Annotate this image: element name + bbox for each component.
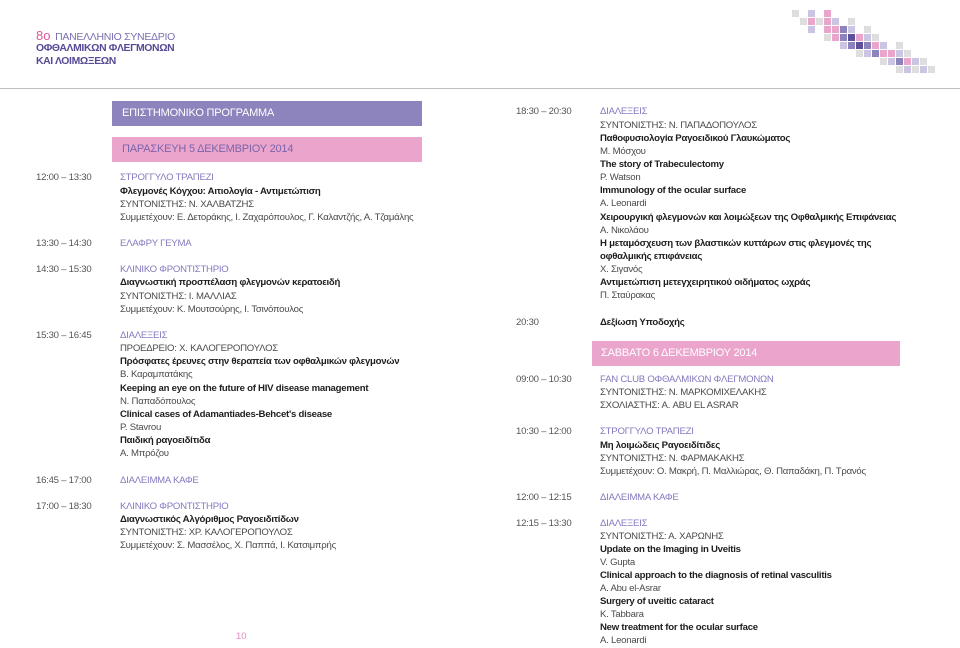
- pattern-square: [864, 34, 871, 41]
- session-time: 18:30 – 20:30: [516, 106, 572, 118]
- session-lines: [120, 329, 506, 460]
- congress-title-block: [36, 27, 175, 69]
- session-lines: [600, 425, 946, 477]
- session-type: ΔΙΑΛΕΞΕΙΣ: [600, 106, 648, 118]
- session-chair: ΣΥΝΤΟΝΙΣΤΗΣ: Ν. ΦΑΡΜΑΚΑΚΗΣ: [600, 452, 745, 464]
- pattern-square: [800, 18, 807, 25]
- session-lines: [120, 171, 506, 224]
- session-lines: [120, 474, 506, 487]
- talk-speaker: Ν. Παπαδόπουλος: [120, 395, 196, 407]
- pattern-square: [864, 50, 871, 57]
- session: [36, 237, 506, 250]
- session-type: ΚΛΙΝΙΚΟ ΦΡΟΝΤΙΣΤΗΡΙΟ: [120, 264, 229, 276]
- schedule-column-right-saturday: [516, 373, 946, 647]
- session-lines: [600, 491, 946, 504]
- session-type: ΕΛΑΦΡΥ ΓΕΥΜΑ: [120, 238, 192, 250]
- pattern-square: [824, 26, 831, 33]
- session: [36, 500, 506, 553]
- session-time: 12:15 – 13:30: [516, 517, 572, 529]
- pattern-square: [832, 26, 839, 33]
- pattern-square: [896, 42, 903, 49]
- session-participants: Συμμετέχουν: Σ. Μασσέλος, Χ. Παππά, Ι. Κατσιμπρής: [120, 540, 336, 552]
- pattern-square: [920, 58, 927, 65]
- pattern-square: [920, 66, 927, 73]
- talk-title: Clinical cases of Adamantiades-Behcet's disease: [120, 408, 332, 420]
- pattern-square: [896, 50, 903, 57]
- talk-title: Παιδική ραγοειδίτιδα: [120, 435, 211, 447]
- talk-title: Διαγνωστικός Αλγόριθμος Ραγοειδιτίδων: [120, 513, 299, 525]
- session-type: ΔΙΑΛΕΙΜΜΑ ΚΑΦΕ: [600, 491, 679, 503]
- pattern-square: [840, 42, 847, 49]
- talk-speaker: Μ. Μόσχου: [600, 145, 646, 157]
- pattern-square: [880, 58, 887, 65]
- pattern-square: [848, 18, 855, 25]
- session-lines: [600, 373, 946, 412]
- session: [516, 491, 946, 504]
- talk-title: Η μεταμόσχευση των βλαστικών κυττάρων στις φλεγμονές της οφθαλμικής επιφάνειας: [600, 237, 872, 262]
- pattern-square: [888, 50, 895, 57]
- session-lines: [120, 500, 506, 553]
- session-chair: ΣΥΝΤΟΝΙΣΤΗΣ: Ι. ΜΑΛΛΙΑΣ: [120, 290, 237, 302]
- pattern-square: [872, 34, 879, 41]
- talk-speaker: Β. Καραμπατάκης: [120, 369, 193, 381]
- schedule-column-right-friday: [516, 105, 946, 328]
- session-lines: [120, 263, 506, 316]
- congress-edition: 8ο: [36, 27, 51, 43]
- session-type: ΣΤΡΟΓΓΥΛΟ ΤΡΑΠΕΖΙ: [120, 172, 214, 184]
- session: [516, 105, 946, 302]
- pattern-square: [880, 42, 887, 49]
- session: [516, 373, 946, 412]
- session-lines: [600, 105, 946, 302]
- pattern-square: [824, 18, 831, 25]
- session-time: 16:45 – 17:00: [36, 474, 92, 486]
- talk-speaker: A. Abu el-Asrar: [600, 583, 661, 595]
- talk-title: Immunology of the ocular surface: [600, 185, 747, 197]
- session-time: 14:30 – 15:30: [36, 264, 92, 276]
- talk-speaker: Α. Νικολάου: [600, 224, 649, 236]
- pattern-square: [904, 50, 911, 57]
- session-time: 09:00 – 10:30: [516, 374, 572, 386]
- talk-title: Clinical approach to the diagnosis of retinal vasculitis: [600, 570, 832, 581]
- talk-title: Πρόσφατες έρευνες στην θεραπεία των οφθαλμικών φλεγμονών: [120, 356, 400, 368]
- pattern-square: [888, 58, 895, 65]
- talk-title: Παθοφυσιολογία Ραγοειδικού Γλαυκώματος: [600, 132, 791, 144]
- pattern-square: [872, 42, 879, 49]
- congress-edition-line: [36, 27, 175, 44]
- pattern-square: [840, 34, 847, 41]
- talk-speaker: Χ. Σιγανός: [600, 264, 643, 276]
- talk-title: Χειρουργική φλεγμονών και λοιμώξεων της Οφθαλμικής Επιφάνειας: [600, 211, 897, 223]
- talk-speaker: K. Tabbara: [600, 609, 644, 621]
- pattern-square: [808, 18, 815, 25]
- pattern-square: [832, 18, 839, 25]
- pattern-square: [928, 66, 935, 73]
- header-divider: [0, 88, 960, 89]
- session-time: 15:30 – 16:45: [36, 330, 92, 342]
- pattern-square: [792, 10, 799, 17]
- decorative-pixel-pattern: [792, 10, 936, 74]
- talk-speaker: Α. Μπρόζου: [120, 448, 169, 460]
- pattern-square: [896, 66, 903, 73]
- program-heading-bar: ΕΠΙΣΤΗΜΟΝΙΚΟ ΠΡΟΓΡΑΜΜΑ: [112, 101, 422, 126]
- talk-speaker: V. Gupta: [600, 556, 635, 568]
- talk-title: Μη λοιμώδεις Ραγοειδίτιδες: [600, 439, 720, 451]
- pattern-square: [864, 26, 871, 33]
- session-chair: ΠΡΟΕΔΡΕΙΟ: Χ. ΚΑΛΟΓΕΡΟΠΟΥΛΟΣ: [120, 343, 278, 355]
- session-time: 10:30 – 12:00: [516, 426, 572, 438]
- session-chair: ΣΥΝΤΟΝΙΣΤΗΣ: Ν. ΠΑΠΑΔΟΠΟΥΛΟΣ: [600, 119, 757, 131]
- day-bar-saturday: ΣΑΒΒΑΤΟ 6 ΔΕΚΕΜΒΡΙΟΥ 2014: [592, 341, 900, 366]
- pattern-square: [912, 66, 919, 73]
- session-type: ΔΙΑΛΕΞΕΙΣ: [120, 330, 168, 342]
- pattern-square: [824, 10, 831, 17]
- talk-title: Διαγνωστική προσπέλαση φλεγμονών κερατοειδή: [120, 277, 341, 289]
- session: [516, 517, 946, 647]
- talk-title: Update on the Imaging in Uveitis: [600, 543, 741, 555]
- pattern-square: [912, 58, 919, 65]
- pattern-square: [856, 50, 863, 57]
- pattern-square: [808, 10, 815, 17]
- session-type: ΚΛΙΝΙΚΟ ΦΡΟΝΤΙΣΤΗΡΙΟ: [120, 500, 229, 512]
- congress-subject-line-2: ΚΑΙ ΛΟΙΜΩΞΕΩΝ: [36, 55, 116, 67]
- session-lines: [600, 316, 946, 329]
- talk-speaker: P. Stavrou: [120, 422, 162, 434]
- pattern-square: [864, 42, 871, 49]
- pattern-square: [880, 50, 887, 57]
- session-chair: ΣΥΝΤΟΝΙΣΤΗΣ: Ν. ΧΑΛΒΑΤΖΗΣ: [120, 198, 254, 210]
- session-type: ΔΙΑΛΕΙΜΜΑ ΚΑΦΕ: [120, 474, 199, 486]
- session-time: 17:00 – 18:30: [36, 500, 92, 512]
- pattern-square: [872, 50, 879, 57]
- session-type: FAN CLUB ΟΦΘΑΛΜΙΚΩΝ ΦΛΕΓΜΟΝΩΝ: [600, 374, 774, 386]
- pattern-square: [848, 34, 855, 41]
- pattern-square: [848, 26, 855, 33]
- talk-title: Surgery of uveitic cataract: [600, 596, 714, 608]
- session: [36, 171, 506, 224]
- session-chair: ΣΥΝΤΟΝΙΣΤΗΣ: ΧΡ. ΚΑΛΟΓΕΡΟΠΟΥΛΟΣ: [120, 527, 293, 539]
- talk-title: Keeping an eye on the future of HIV disease management: [120, 382, 369, 394]
- talk-speaker: A. Leonardi: [600, 198, 647, 210]
- pattern-square: [904, 58, 911, 65]
- session-type: ΣΤΡΟΓΓΥΛΟ ΤΡΑΠΕΖΙ: [600, 426, 694, 438]
- session: [516, 316, 946, 329]
- session-lines: [120, 237, 506, 250]
- session-type: ΔΙΑΛΕΞΕΙΣ: [600, 517, 648, 529]
- congress-subject-line-1: ΟΦΘΑΛΜΙΚΩΝ ΦΛΕΓΜΟΝΩΝ: [36, 43, 175, 54]
- pattern-square: [808, 26, 815, 33]
- day-bar-friday: ΠΑΡΑΣΚΕΥΗ 5 ΔΕΚΕΜΒΡΙΟΥ 2014: [112, 137, 422, 162]
- session: [36, 474, 506, 487]
- talk-speaker: Π. Σταύρακας: [600, 290, 656, 302]
- session-chair: ΣΥΝΤΟΝΙΣΤΗΣ: Ν. ΜΑΡΚΟΜΙΧΕΛΑΚΗΣ: [600, 387, 767, 399]
- session-participants: Συμμετέχουν: Κ. Μουτσούρης, Ι. Τσινόπουλος: [120, 303, 304, 315]
- talk-title: The story of Trabeculectomy: [600, 158, 724, 170]
- pattern-square: [832, 34, 839, 41]
- talk-title: New treatment for the ocular surface: [600, 622, 758, 634]
- session-time: 12:00 – 13:30: [36, 172, 92, 184]
- session-chair: ΣΧΟΛΙΑΣΤΗΣ: Α. ABU EL ASRAR: [600, 400, 739, 412]
- pattern-square: [896, 58, 903, 65]
- pattern-square: [856, 34, 863, 41]
- session: [516, 425, 946, 477]
- session-time: 12:00 – 12:15: [516, 491, 572, 503]
- session-lines: [600, 517, 946, 647]
- session-time: 13:30 – 14:30: [36, 238, 92, 250]
- talk-title: Αντιμετώπιση μετεγχειρητικού οιδήματος ωχράς: [600, 277, 811, 289]
- talk-speaker: P. Watson: [600, 172, 641, 184]
- session-participants: Συμμετέχουν: Ε. Δετοράκης, Ι. Ζαχαρόπουλος, Γ. Καλαντζής, Α. Τζαμάλης: [120, 211, 414, 223]
- session-chair: ΣΥΝΤΟΝΙΣΤΗΣ: Α. ΧΑΡΩΝΗΣ: [600, 530, 724, 542]
- session: [36, 329, 506, 460]
- schedule-column-left: [36, 171, 506, 552]
- session: [36, 263, 506, 316]
- talk-speaker: A. Leonardi: [600, 635, 647, 647]
- pattern-square: [840, 26, 847, 33]
- talk-title: Φλεγμονές Κόγχου: Αιτιολογία - Αντιμετώπιση: [120, 185, 321, 197]
- page-number: 10: [236, 631, 247, 642]
- pattern-square: [904, 66, 911, 73]
- session-time: 20:30: [516, 316, 539, 328]
- pattern-square: [856, 42, 863, 49]
- pattern-square: [824, 34, 831, 41]
- pattern-square: [816, 18, 823, 25]
- congress-name: ΠΑΝΕΛΛΗΝΙΟ ΣΥΝΕΔΡΙΟ: [55, 30, 175, 43]
- session-event: Δεξίωση Υποδοχής: [600, 316, 685, 328]
- pattern-square: [848, 42, 855, 49]
- session-participants: Συμμετέχουν: Ο. Μακρή, Π. Μαλλιώρας, Θ. Παπαδάκη, Π. Τρανός: [600, 465, 866, 477]
